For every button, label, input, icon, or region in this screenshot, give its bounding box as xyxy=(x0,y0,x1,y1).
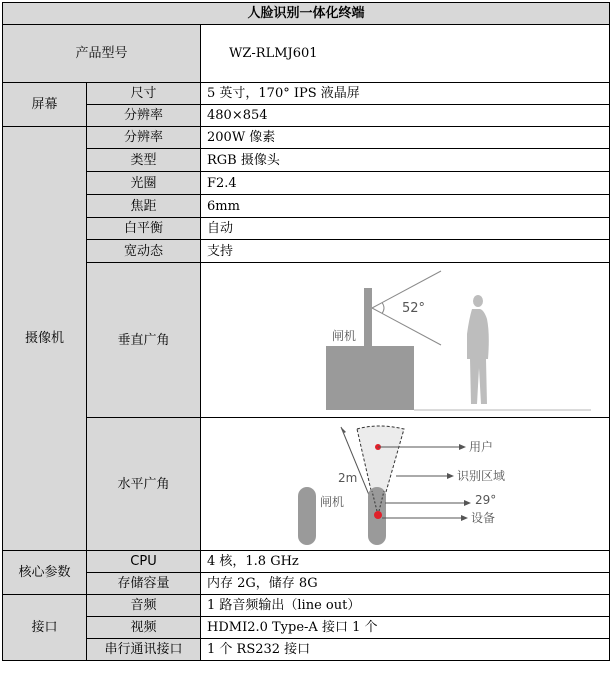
user-arrow-icon xyxy=(459,444,466,450)
gate-label: 闸机 xyxy=(320,494,345,509)
gate-label: 闸机 xyxy=(332,328,357,343)
category-core: 核心参数 xyxy=(3,551,87,595)
horizontal-angle-diagram xyxy=(201,418,610,551)
row-label: 存储容量 xyxy=(87,573,201,595)
row-label: 音频 xyxy=(87,595,201,617)
model-label: 产品型号 xyxy=(3,25,201,83)
table-row xyxy=(3,573,610,595)
table-row xyxy=(3,240,610,263)
row-value: 1 路音频输出（line out） xyxy=(201,595,610,617)
row-value: 1 个 RS232 接口 xyxy=(201,639,610,661)
row-label: 串行通讯接口 xyxy=(87,639,201,661)
vertical-angle-text: 52° xyxy=(402,300,426,316)
row-value: 自动 xyxy=(201,218,610,240)
distance-text: 2m xyxy=(338,470,358,485)
vertical-angle-diagram xyxy=(201,263,610,418)
table-row xyxy=(3,263,610,418)
category-screen: 屏幕 xyxy=(3,83,87,127)
person-silhouette-icon xyxy=(467,295,489,404)
table-row xyxy=(3,418,610,551)
model-row xyxy=(3,25,610,83)
row-value: 5 英寸，170° IPS 液晶屏 xyxy=(201,83,610,105)
row-label: 分辨率 xyxy=(87,127,201,149)
model-value: WZ-RLMJ601 xyxy=(201,25,610,83)
terminal-pole xyxy=(364,288,372,350)
row-value: 480×854 xyxy=(201,105,610,127)
device-dot-icon xyxy=(374,511,382,519)
table-row xyxy=(3,105,610,127)
angle-arc xyxy=(382,302,384,313)
table-row xyxy=(3,551,610,573)
table-row xyxy=(3,218,610,240)
row-label: 类型 xyxy=(87,149,201,172)
table-row xyxy=(3,172,610,195)
horizontal-angle-svg xyxy=(201,419,609,550)
table-title: 人脸识别一体化终端 xyxy=(3,3,610,25)
row-value: 6mm xyxy=(201,195,610,218)
equip-arrow-icon xyxy=(461,515,468,521)
row-label: 尺寸 xyxy=(87,83,201,105)
gate-left xyxy=(298,487,316,545)
row-label: 宽动态 xyxy=(87,240,201,263)
vertical-angle-label: 垂直广角 xyxy=(87,263,201,418)
horizontal-angle-text: 29° xyxy=(475,492,497,507)
table-row xyxy=(3,617,610,639)
zone-text: 识别区域 xyxy=(457,468,506,483)
row-value: 内存 2G，储存 8G xyxy=(201,573,610,595)
row-label: CPU xyxy=(87,551,201,573)
row-value: 支持 xyxy=(201,240,610,263)
row-label: 白平衡 xyxy=(87,218,201,240)
category-camera: 摄像机 xyxy=(3,127,87,551)
angle-arrow-icon xyxy=(464,500,471,506)
table-row xyxy=(3,595,610,617)
row-value: F2.4 xyxy=(201,172,610,195)
row-label: 光圈 xyxy=(87,172,201,195)
category-ports: 接口 xyxy=(3,595,87,661)
row-value: RGB 摄像头 xyxy=(201,149,610,172)
table-row xyxy=(3,83,610,105)
row-value: HDMI2.0 Type-A 接口 1 个 xyxy=(201,617,610,639)
title-row xyxy=(3,3,610,25)
table-row xyxy=(3,149,610,172)
table-row xyxy=(3,195,610,218)
zone-arrow-icon xyxy=(447,473,454,479)
horizontal-angle-label: 水平广角 xyxy=(87,418,201,551)
row-label: 视频 xyxy=(87,617,201,639)
vertical-angle-svg xyxy=(201,264,609,417)
row-value: 4 核，1.8 GHz xyxy=(201,551,610,573)
gate-body xyxy=(326,346,414,410)
user-text: 用户 xyxy=(469,439,494,454)
equip-text: 设备 xyxy=(471,510,496,525)
spec-table xyxy=(2,2,610,661)
row-label: 分辨率 xyxy=(87,105,201,127)
row-value: 200W 像素 xyxy=(201,127,610,149)
row-label: 焦距 xyxy=(87,195,201,218)
table-row xyxy=(3,127,610,149)
table-row xyxy=(3,639,610,661)
